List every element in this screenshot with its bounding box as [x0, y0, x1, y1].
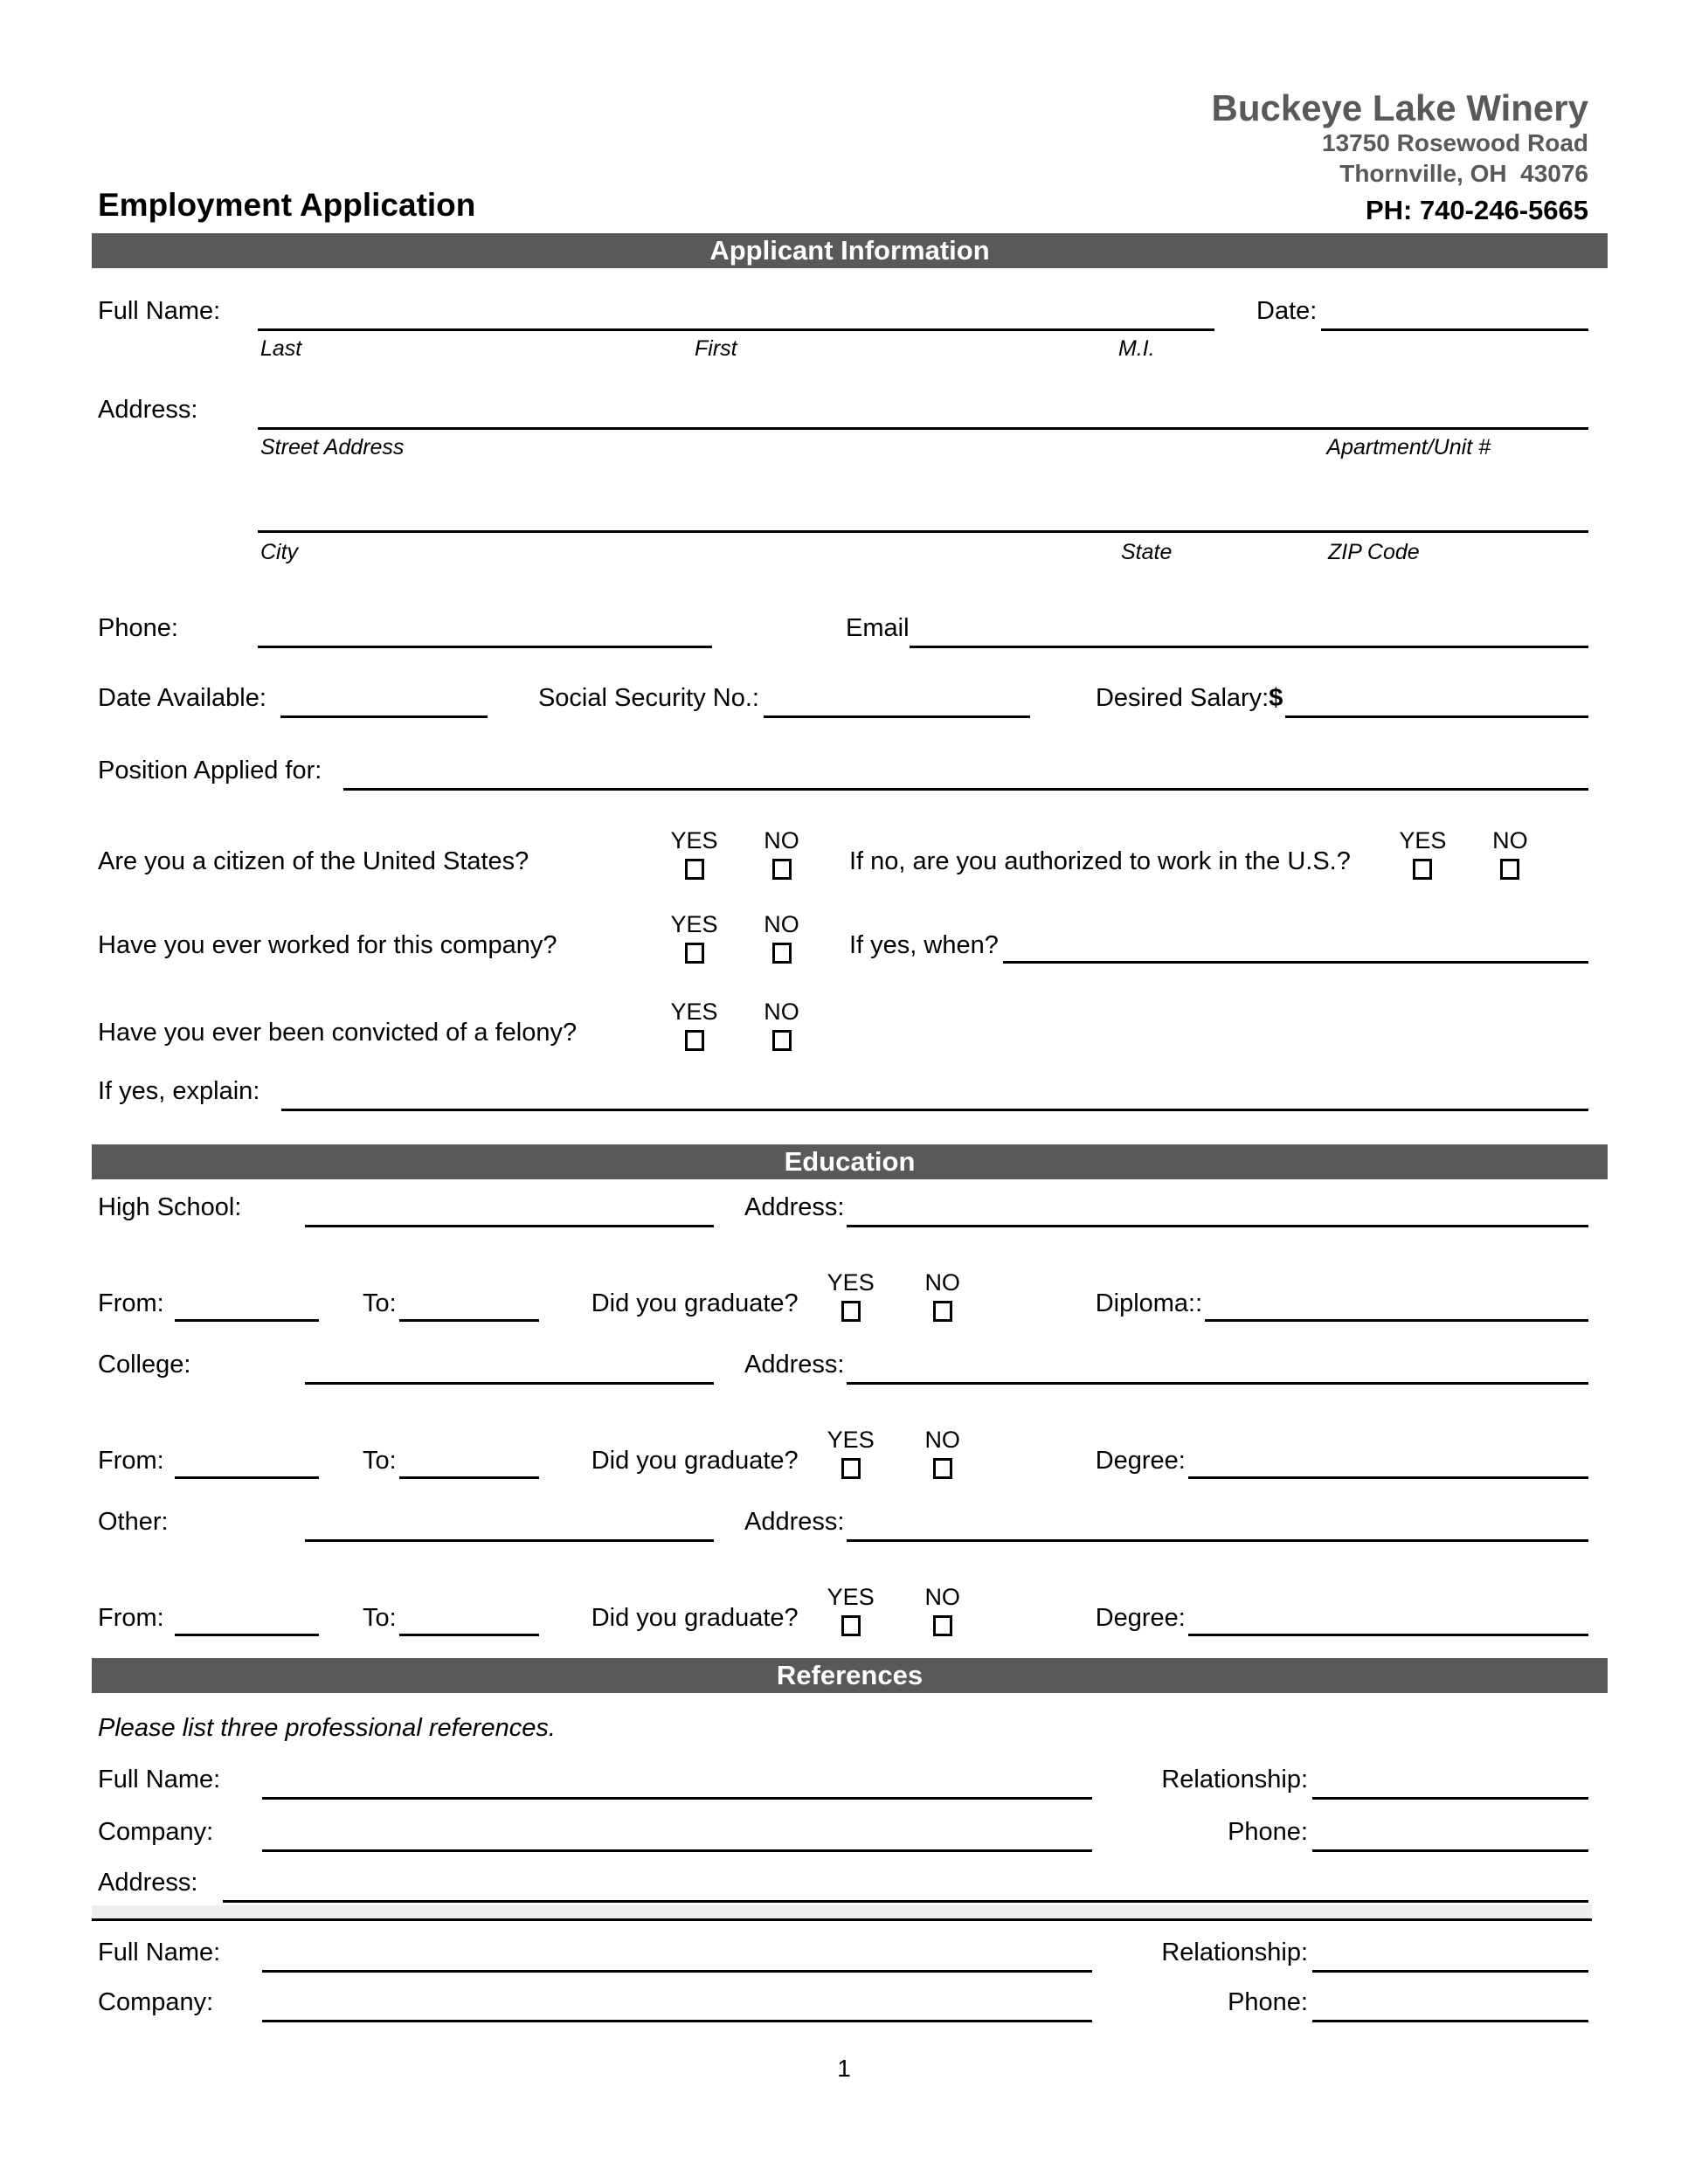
date-available-label: Date Available: [98, 684, 266, 712]
ref1-company-row [98, 1819, 1588, 1852]
yes-caption: YES [1399, 827, 1447, 854]
highschool-graduate-no-checkbox[interactable] [933, 1301, 952, 1322]
address2-sublabels [98, 540, 1588, 565]
yes-caption: YES [827, 1584, 875, 1610]
to-label: To: [363, 1604, 397, 1632]
position-label: Position Applied for: [98, 757, 322, 784]
ref2-phone-input[interactable] [1312, 2020, 1588, 2022]
highschool-graduate-no-group [912, 1271, 973, 1322]
zip-sublabel: ZIP Code [1328, 540, 1420, 564]
if-yes-explain-label: If yes, explain: [98, 1077, 260, 1105]
graduate-question: Did you graduate? [591, 1447, 799, 1475]
if-yes-explain-input[interactable] [281, 1109, 1588, 1111]
authorized-no-checkbox[interactable] [1500, 859, 1519, 880]
felony-no-checkbox[interactable] [772, 1030, 792, 1051]
felony-question-row [98, 996, 1588, 1051]
address-row [98, 397, 1588, 430]
ref1-phone-input[interactable] [1312, 1849, 1588, 1852]
street-address-input[interactable] [258, 427, 1588, 430]
no-caption: NO [924, 1427, 960, 1453]
no-caption: NO [924, 1269, 960, 1296]
if-yes-when-label: If yes, when? [849, 931, 999, 959]
college-graduate-no-group [912, 1428, 973, 1479]
highschool-name-input[interactable] [305, 1225, 714, 1227]
yes-caption: YES [827, 1427, 875, 1453]
college-address-input[interactable] [847, 1382, 1588, 1385]
worked-no-checkbox[interactable] [772, 943, 792, 964]
ref2-phone-label: Phone: [1228, 1988, 1308, 2016]
ref1-company-label: Company: [98, 1818, 214, 1846]
to-label: To: [363, 1289, 397, 1317]
highschool-graduate-yes-group [820, 1271, 882, 1322]
college-label: College: [98, 1351, 191, 1379]
college-graduate-no-checkbox[interactable] [933, 1458, 952, 1479]
date-input[interactable] [1321, 328, 1588, 331]
company-name: Buckeye Lake Winery [1211, 87, 1588, 128]
ref1-full-name-input[interactable] [262, 1797, 1092, 1800]
highschool-address-input[interactable] [847, 1225, 1588, 1227]
college-address-label: Address: [744, 1351, 845, 1379]
citizen-no-checkbox[interactable] [772, 859, 792, 880]
other-graduate-row [98, 1581, 1588, 1636]
authorized-yes-checkbox[interactable] [1413, 859, 1432, 880]
company-phone: PH: 740-246-5665 [1365, 195, 1588, 226]
section-header-education: Education [92, 1144, 1608, 1179]
other-from-input[interactable] [175, 1634, 319, 1636]
yes-caption: YES [670, 827, 718, 854]
form-title: Employment Application [98, 187, 476, 223]
ref2-name-row [98, 1939, 1588, 1973]
other-to-input[interactable] [399, 1634, 539, 1636]
citizen-question: Are you a citizen of the United States? [98, 847, 529, 875]
college-degree-input[interactable] [1188, 1476, 1588, 1479]
desired-salary-input[interactable] [1285, 715, 1588, 718]
worked-question-row [98, 909, 1588, 964]
no-caption: NO [764, 911, 799, 937]
college-row [98, 1351, 1588, 1385]
no-caption: NO [764, 827, 799, 854]
ref1-relationship-input[interactable] [1312, 1797, 1588, 1800]
worked-no-group [749, 913, 814, 964]
company-address-line1: 13750 Rosewood Road [1322, 129, 1588, 157]
college-name-input[interactable] [305, 1382, 714, 1385]
street-address-sublabel: Street Address [260, 435, 405, 460]
citizen-yes-group [661, 829, 727, 880]
ref1-company-input[interactable] [262, 1849, 1092, 1852]
yes-caption: YES [670, 999, 718, 1025]
full-name-label: Full Name: [98, 297, 221, 325]
other-school-row [98, 1509, 1588, 1542]
highschool-graduate-yes-checkbox[interactable] [841, 1301, 861, 1322]
city-sublabel: City [260, 540, 299, 564]
worked-question: Have you ever worked for this company? [98, 931, 557, 959]
section-header-applicant-information: Applicant Information [92, 233, 1608, 268]
ref2-relationship-label: Relationship: [1161, 1939, 1308, 1966]
citizen-no-group [749, 829, 814, 880]
other-label: Other: [98, 1508, 169, 1536]
other-graduate-yes-checkbox[interactable] [841, 1615, 861, 1636]
if-yes-when-input[interactable] [1003, 961, 1588, 964]
company-address-line2: Thornville, OH 43076 [1339, 159, 1588, 187]
phone-label: Phone: [98, 614, 178, 642]
highschool-address-label: Address: [744, 1193, 845, 1221]
full-name-row [98, 298, 1588, 331]
apartment-sublabel: Apartment/Unit # [1326, 435, 1491, 460]
ref2-full-name-input[interactable] [262, 1970, 1092, 1973]
authorized-yes-group [1390, 829, 1456, 880]
email-input[interactable] [910, 646, 1588, 648]
page-number: 1 [837, 2055, 851, 2082]
felony-yes-group [661, 1000, 727, 1051]
state-sublabel: State [1121, 540, 1173, 564]
college-graduate-yes-group [820, 1428, 882, 1479]
authorized-question: If no, are you authorized to work in the U.S.? [849, 847, 1351, 875]
degree-label: Degree: [1095, 1447, 1186, 1475]
ref1-address-input[interactable] [223, 1900, 1588, 1903]
date-available-input[interactable] [280, 715, 488, 718]
ref2-full-name-label: Full Name: [98, 1939, 221, 1966]
other-degree-input[interactable] [1188, 1634, 1588, 1636]
to-label: To: [363, 1447, 397, 1475]
address-sublabels [98, 435, 1588, 460]
college-graduate-yes-checkbox[interactable] [841, 1458, 861, 1479]
authorized-no-group [1477, 829, 1543, 880]
ref1-address-row [98, 1870, 1588, 1903]
ref1-relationship-label: Relationship: [1161, 1766, 1308, 1794]
ref1-address-label: Address: [98, 1869, 198, 1897]
mi-sublabel: M.I. [1118, 336, 1155, 361]
email-label: Email [846, 614, 910, 642]
graduate-question: Did you graduate? [591, 1289, 799, 1317]
date-label: Date: [1256, 297, 1318, 325]
desired-salary-label: Desired Salary: [1095, 684, 1269, 712]
first-sublabel: First [695, 336, 737, 361]
other-graduate-no-group [912, 1586, 973, 1636]
other-name-input[interactable] [305, 1539, 714, 1542]
address-row-2 [258, 500, 1588, 533]
worked-yes-checkbox[interactable] [685, 943, 704, 964]
company-header [1211, 87, 1588, 226]
yes-caption: YES [827, 1269, 875, 1296]
ref1-name-row [98, 1766, 1588, 1800]
from-label: From: [98, 1447, 164, 1475]
ref2-company-row [98, 1989, 1588, 2022]
highschool-row [98, 1194, 1588, 1227]
ref1-address-line2-input[interactable] [92, 1905, 1592, 1921]
highschool-from-input[interactable] [175, 1319, 319, 1322]
references-note: Please list three professional references. [98, 1714, 556, 1742]
highschool-label: High School: [98, 1193, 242, 1221]
college-to-input[interactable] [399, 1476, 539, 1479]
phone-input[interactable] [258, 646, 712, 648]
felony-yes-checkbox[interactable] [685, 1030, 704, 1051]
full-name-input[interactable] [258, 328, 1214, 331]
ref2-company-input[interactable] [262, 2020, 1092, 2022]
last-sublabel: Last [260, 336, 302, 361]
ref2-relationship-input[interactable] [1312, 1970, 1588, 1973]
ssn-input[interactable] [764, 715, 1030, 718]
other-graduate-no-checkbox[interactable] [933, 1615, 952, 1636]
ref1-full-name-label: Full Name: [98, 1766, 221, 1794]
other-address-label: Address: [744, 1508, 845, 1536]
graduate-question: Did you graduate? [591, 1604, 799, 1632]
no-caption: NO [924, 1584, 960, 1610]
address-label: Address: [98, 396, 198, 424]
degree-label: Degree: [1095, 1604, 1186, 1632]
felony-no-group [749, 1000, 814, 1051]
position-applied-input[interactable] [343, 788, 1588, 791]
phone-email-row [98, 615, 1588, 648]
no-caption: NO [1492, 827, 1528, 854]
availability-row [98, 685, 1588, 718]
other-graduate-yes-group [820, 1586, 882, 1636]
college-graduate-row [98, 1424, 1588, 1479]
worked-yes-group [661, 913, 727, 964]
citizen-yes-checkbox[interactable] [685, 859, 704, 880]
ssn-label: Social Security No.: [537, 684, 759, 712]
highschool-to-input[interactable] [399, 1319, 539, 1322]
no-caption: NO [764, 999, 799, 1025]
ref1-phone-label: Phone: [1228, 1818, 1308, 1846]
diploma-label: Diploma:: [1095, 1289, 1203, 1317]
felony-question: Have you ever been convicted of a felony? [98, 1019, 578, 1047]
explain-row [98, 1078, 1588, 1111]
currency-symbol: $ [1269, 684, 1283, 712]
highschool-diploma-input[interactable] [1205, 1319, 1588, 1322]
section-header-references: References [92, 1658, 1608, 1693]
from-label: From: [98, 1604, 164, 1632]
college-from-input[interactable] [175, 1476, 319, 1479]
other-address-input[interactable] [847, 1539, 1588, 1542]
ref2-company-label: Company: [98, 1988, 214, 2016]
highschool-graduate-row [98, 1267, 1588, 1322]
address-line2-input[interactable] [258, 530, 1588, 533]
from-label: From: [98, 1289, 164, 1317]
name-sublabels [98, 336, 1588, 362]
yes-caption: YES [670, 911, 718, 937]
citizen-question-row [98, 825, 1588, 880]
position-row [98, 757, 1588, 791]
